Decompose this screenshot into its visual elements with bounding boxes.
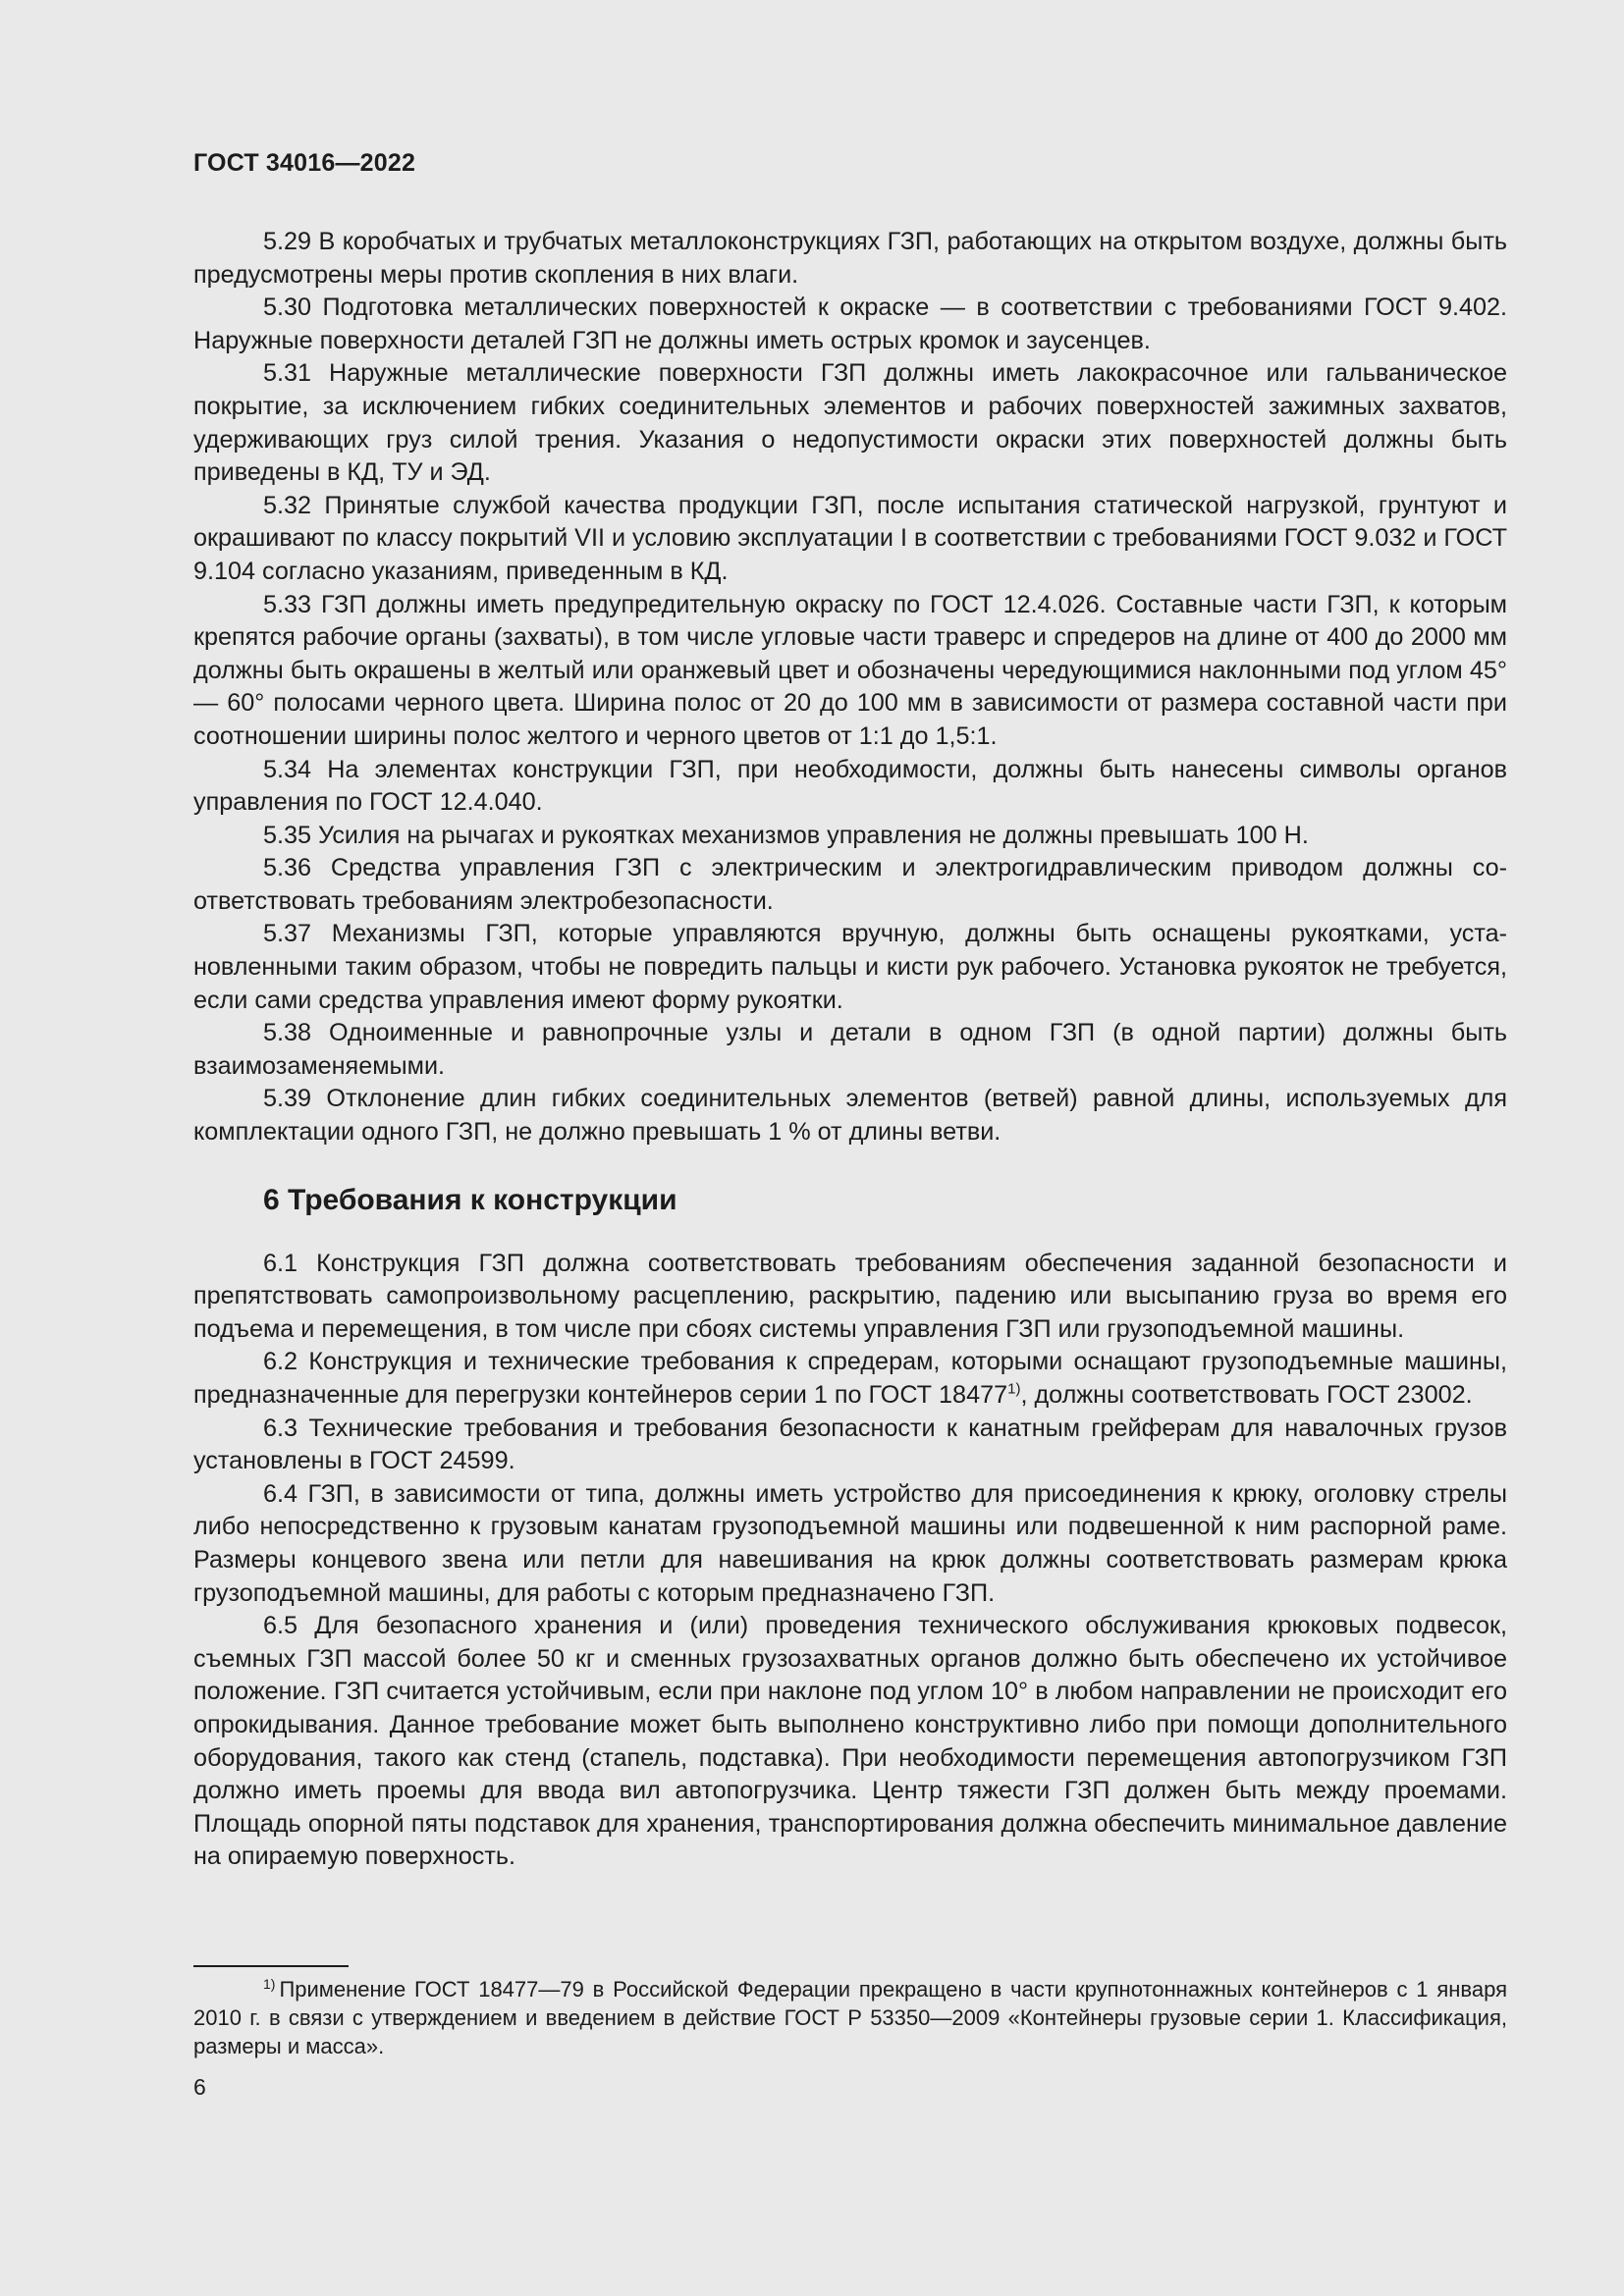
footnote-separator [193,1965,349,1967]
document-header: ГОСТ 34016—2022 [193,149,416,177]
footnote [193,1975,1507,2060]
section-6-heading: 6 Требования к конструкции [263,1183,677,1216]
footnote-mark: 1) [263,1975,276,1992]
paragraph-5-38: 5.38 Одноименные и равнопрочные узлы и детали в одном ГЗП (в одной партии) должны быть взаимозаменяемыми. [193,1019,1507,1080]
paragraph-5-30: 5.30 Подготовка металлических поверхностей к окраске — в соответствии с требованиями ГОСТ 9.402. Наружные поверхности деталей ГЗП не должны иметь острых кромок и заусенцев. [193,294,1507,354]
paragraph-6-2-text-end: , должны соответствовать ГОСТ 23002. [1020,1381,1473,1409]
paragraph-5-34: 5.34 На элементах конструкции ГЗП, при необходимости, должны быть нанесены символы органов управления по ГОСТ 12.4.040. [193,755,1507,817]
paragraph-5-32: 5.32 Принятые службой качества продукции ГЗП, после испытания статической нагрузкой, грунтуют и окрашивают по классу покрытий VII и условию эксплуатации I в соответствии с требованиями ГОСТ 9.032 и ГОСТ 9.104 согласно указаниям, приведенным в КД. [193,491,1507,585]
paragraph-6-3: 6.3 Технические требования и требования безопасности к канатным грейферам для навалочных грузов установлены в ГОСТ 24599. [193,1414,1507,1475]
paragraph-6-4: 6.4 ГЗП, в зависимости от типа, должны иметь устройство для присоединения к крюку, оголовку стрелы либо непосредственно к грузовым канатам грузоподъемной машины или подвешенной к ним распорной раме. Размеры концевого звена или петли для навешивания на крюк должны соответствовать размерам крюка грузоподъемной машины, для работы с которым предназначено ГЗП. [193,1479,1507,1607]
paragraph-5-33: 5.33 ГЗП должны иметь предупредительную окраску по ГОСТ 12.4.026. Составные части ГЗП, к которым крепятся рабочие органы (захваты), в том числе угловые части траверс и спредеров на длине от 400 до 2000 мм должны быть окрашены в желтый или оранжевый цвет и обозначены чередующимися наклонными под углом 45°— 60° полосами черного цвета. Ширина полос от 20 до 100 мм в зависимости от размера составной части при соотношении ширины полос желтого и черного цветов от 1:1 до 1,5:1. [193,590,1507,750]
paragraph-5-36: 5.36 Средства управления ГЗП с электрическим и электрогидравлическим приводом должны соответствовать требованиям электробезопасности. [193,854,1507,915]
paragraph-6-2 [193,1346,1507,1412]
paragraph-6-2-text-start: 6.2 Конструкция и технические требования к спредерам, которыми оснащают грузоподъемные машины, предназначенные для перегрузки контейнеров серии 1 по ГОСТ 18477 [193,1348,1507,1409]
paragraph-5-39: 5.39 Отклонение длин гибких соединительных элементов (ветвей) равной длины, используемых для комплектации одного ГЗП, не должно превышать 1 % от длины ветви. [193,1085,1507,1147]
footnote-text: Применение ГОСТ 18477—79 в Российской Федерации прекращено в части крупнотоннажных контейнеров с 1 января 2010 г. в связи с утверждением и введением в действие ГОСТ Р 53350—2009 «Контейнеры грузовые серии 1. Классификация, размеры и масса». [193,1977,1507,2058]
page-number: 6 [193,2074,206,2100]
paragraph-5-29: 5.29 В коробчатых и трубчатых металлоконструкциях ГЗП, работающих на открытом воздухе, должны быть предусмотрены меры против скопления в них влаги. [193,228,1507,289]
paragraph-5-37: 5.37 Механизмы ГЗП, которые управляются вручную, должны быть оснащены рукоятками, установленными таким образом, чтобы не повредить пальцы и кисти рук рабочего. Установка рукояток не требуется, если сами средства управления имеют форму рукоятки. [193,920,1507,1014]
paragraph-5-31: 5.31 Наружные металлические поверхности ГЗП должны иметь лакокрасочное или гальваническое покрытие, за исключением гибких соединительных элементов и рабочих поверхностей зажимных захватов, удерживающих груз силой трения. Указания о недопустимости окраски этих поверхностей должны быть приведены в КД, ТУ и ЭД. [193,359,1507,487]
paragraph-6-1: 6.1 Конструкция ГЗП должна соответствовать требованиям обеспечения заданной безопасности и препятствовать самопроизвольному расцеплению, раскрытию, падению или высыпанию груза во время его подъема и перемещения, в том числе при сбоях системы управления ГЗП или грузоподъемной машины. [193,1249,1507,1343]
footnote-reference[interactable]: 1) [1007,1380,1021,1398]
paragraph-5-35: 5.35 Усилия на рычагах и рукоятках механизмов управления не должны превышать 100 Н. [263,821,1309,849]
document-body [193,226,1507,1874]
paragraph-6-5: 6.5 Для безопасного хранения и (или) проведения технического обслуживания крюковых подвесок, съемных ГЗП массой более 50 кг и сменных грузозахватных органов должно быть обеспечено их устойчивое положение. ГЗП считается устойчивым, если при наклоне под углом 10° в любом направлении не происходит его опрокидывания. Данное требование может быть выполнено конструктивно либо при помощи дополнительного оборудования, такого как стенд (стапель, подставка). При необходимости перемещения автопогрузчиком ГЗП должно иметь проемы для ввода вил автопогрузчика. Центр тяжести ГЗП должен быть между проемами. Площадь опорной пяты подставок для хранения, транспортирования должна обеспечить минимальное давление на опираемую поверхность. [193,1612,1507,1871]
